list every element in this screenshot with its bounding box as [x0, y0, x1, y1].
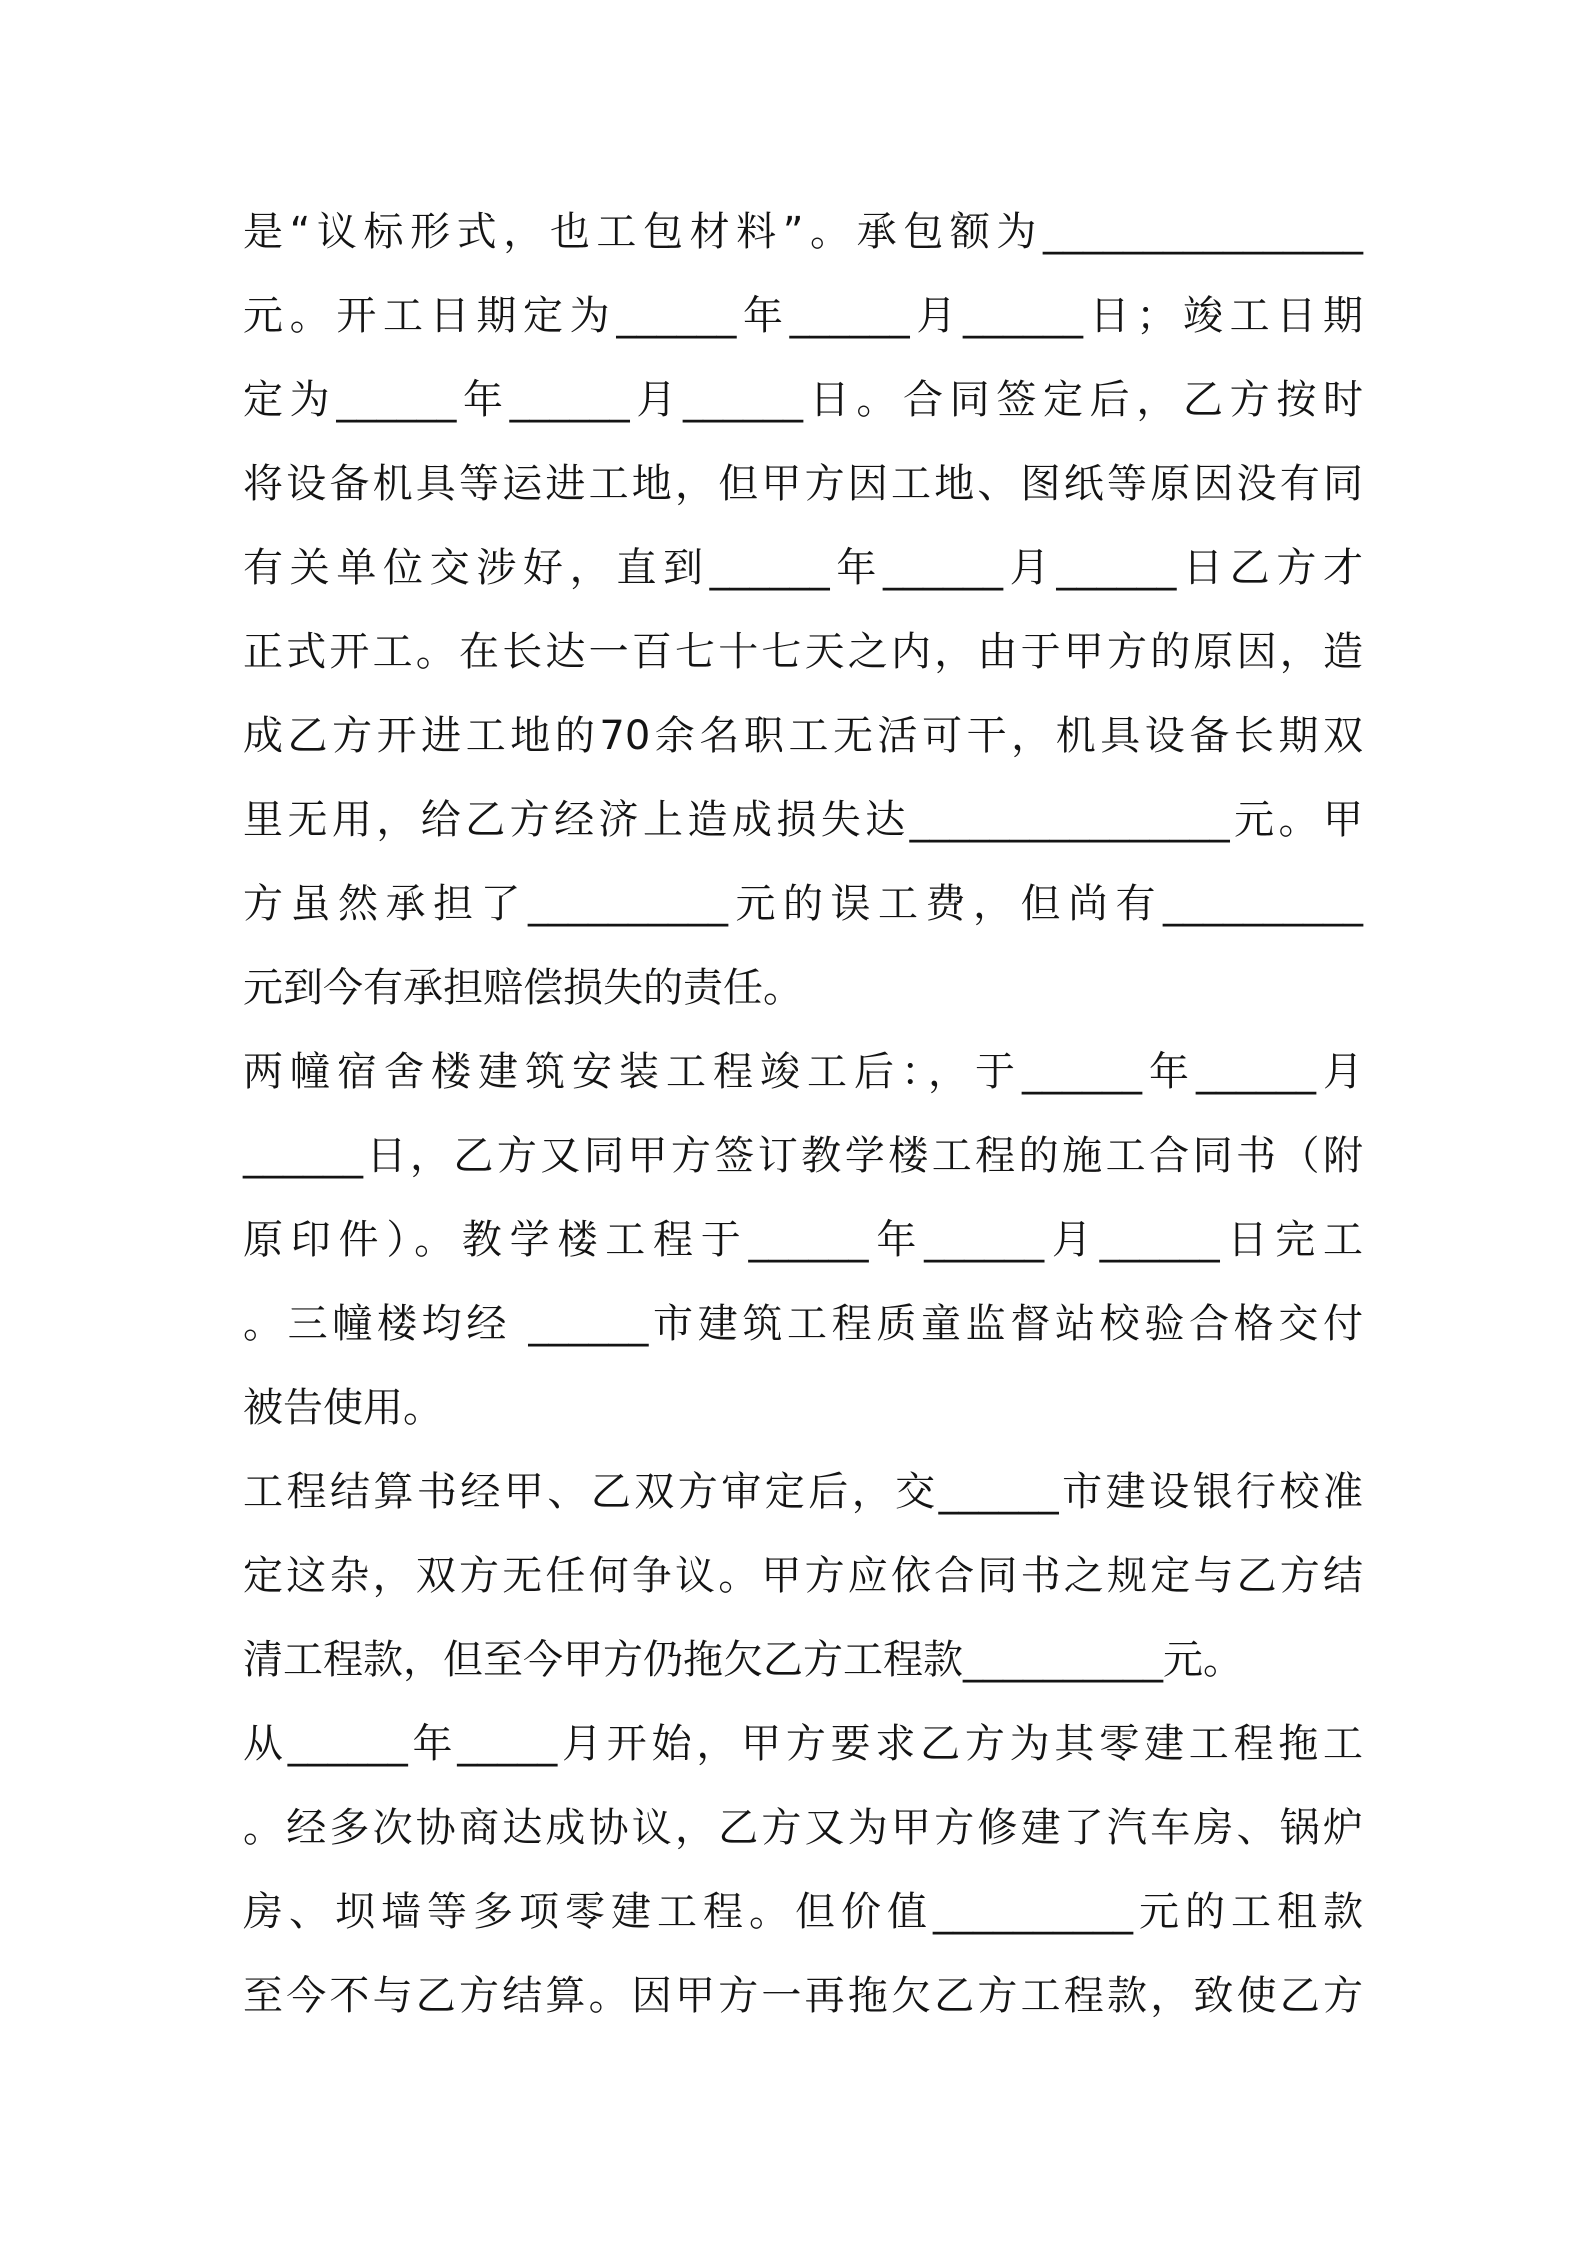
- text-line: 是“议标形式，也工包材料”。承包额为________________: [243, 209, 1363, 255]
- text-line: 。经多次协商达成协议，乙方又为甲方修建了汽车房、锅炉: [243, 1805, 1363, 1851]
- text-line: 至今不与乙方结算。因甲方一再拖欠乙方工程款，致使乙方: [243, 1973, 1363, 2019]
- text-line: ______日，乙方又同甲方签订教学楼工程的施工合同书（附: [243, 1133, 1363, 1179]
- text-line: 房、坝墙等多项零建工程。但价值__________元的工租款: [243, 1889, 1363, 1935]
- text-line: 元。开工日期定为______年______月______日；竣工日期: [243, 293, 1363, 339]
- text-line: 。三幢楼均经 ______市建筑工程质童监督站校验合格交付: [243, 1301, 1363, 1347]
- text-line: 定为______年______月______日。合同签定后，乙方按时: [243, 377, 1363, 423]
- text-line: 原印件）。教学楼工程于______年______月______日完工: [243, 1217, 1363, 1263]
- text-line: 清工程款，但至今甲方仍拖欠乙方工程款__________元。: [243, 1637, 1243, 1683]
- contract-body-text: [243, 190, 1363, 2038]
- text-line: 有关单位交涉好，直到______年______月______日乙方才: [243, 545, 1363, 591]
- text-line: 方虽然承担了__________元的误工费，但尚有__________: [243, 881, 1363, 927]
- text-line: 成乙方开进工地的70余名职工无活可干，机具设备长期双: [243, 713, 1363, 759]
- text-line: 定这杂，双方无任何争议。甲方应依合同书之规定与乙方结: [243, 1553, 1363, 1599]
- text-line: 将设备机具等运进工地，但甲方因工地、图纸等原因没有同: [243, 461, 1363, 507]
- text-line: 里无用，给乙方经济上造成损失达________________元。甲: [243, 797, 1363, 843]
- text-line: 两幢宿舍楼建筑安装工程竣工后：，于______年______月: [243, 1049, 1363, 1095]
- text-line: 正式开工。在长达一百七十七天之内，由于甲方的原因，造: [243, 629, 1363, 675]
- text-line: 从______年_____月开始，甲方要求乙方为其零建工程拖工: [243, 1721, 1363, 1767]
- text-line: 被告使用。: [243, 1385, 443, 1431]
- text-line: 工程结算书经甲、乙双方审定后，交______市建设银行校准: [243, 1469, 1363, 1515]
- text-line: 元到今有承担赔偿损失的责任。: [243, 965, 803, 1011]
